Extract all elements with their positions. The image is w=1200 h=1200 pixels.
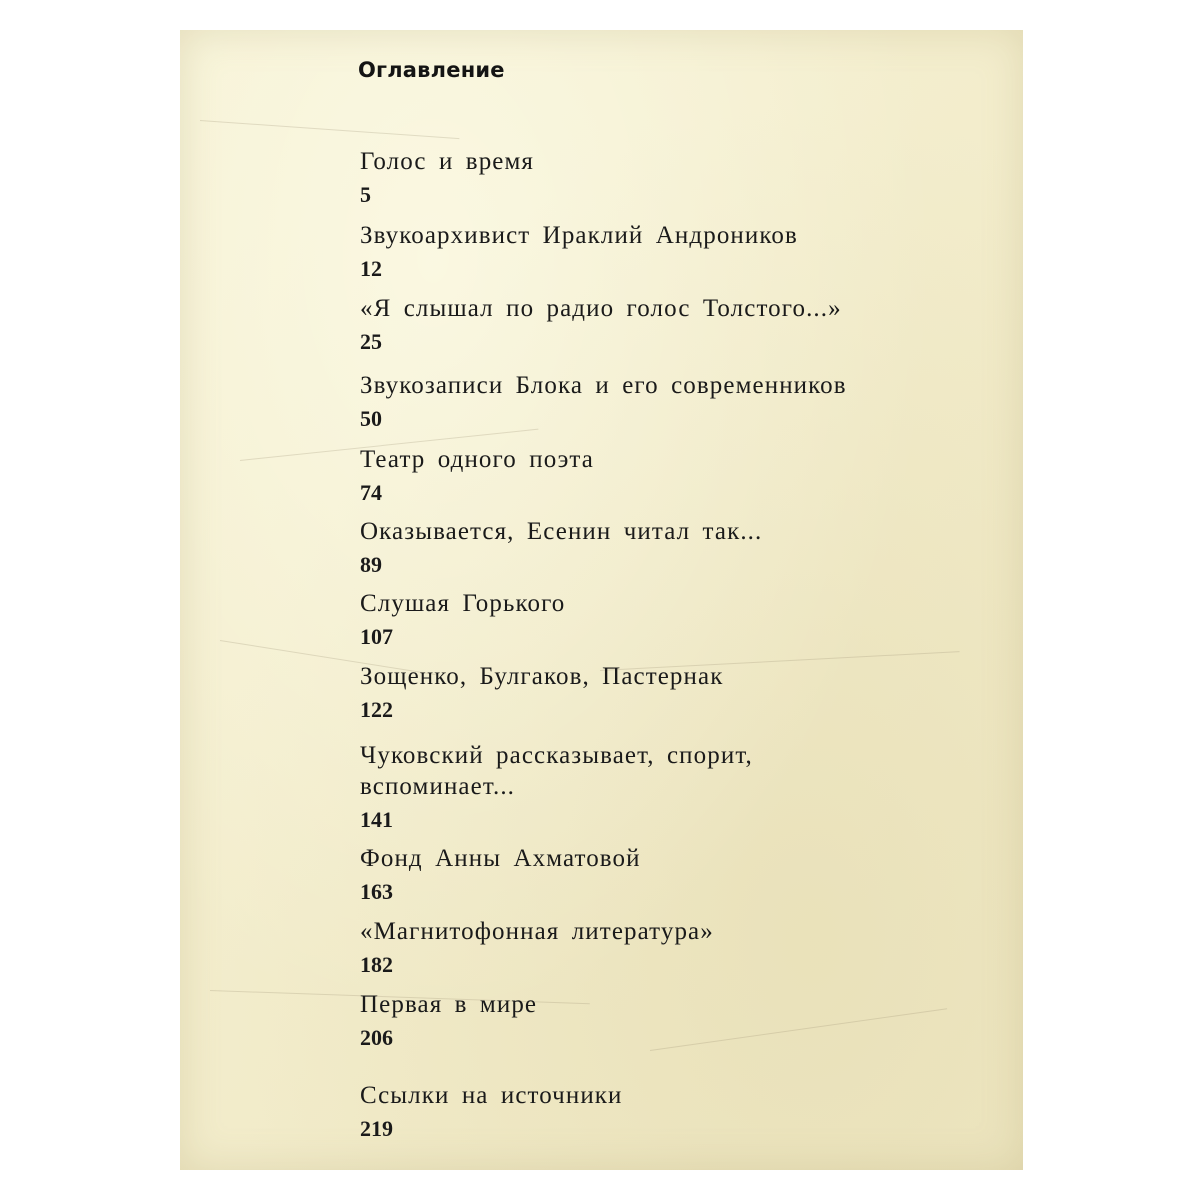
toc-entry-title: «Я слышал по радио голос Толстого...» xyxy=(360,295,842,322)
toc-entry xyxy=(360,444,1000,506)
toc-entry-page: 25 xyxy=(360,329,382,354)
toc-entry xyxy=(360,989,1000,1051)
toc-entry-page: 122 xyxy=(360,697,393,722)
toc-entry-title: Слушая Горького xyxy=(360,590,566,617)
toc-entry-page: 206 xyxy=(360,1025,393,1050)
toc-entry-page: 12 xyxy=(360,256,382,281)
toc-entry xyxy=(360,588,1000,650)
toc-entry-page: 141 xyxy=(360,807,393,832)
toc-entry xyxy=(360,1080,1000,1142)
toc-entry xyxy=(360,516,1000,578)
toc-entry-title: Голос и время xyxy=(360,148,535,175)
paper-scratch xyxy=(200,120,459,139)
toc-entry-title: Театр одного поэта xyxy=(360,446,594,473)
toc-entry-title-continued: вспоминает... xyxy=(360,773,516,800)
toc-entry-title: «Магнитофонная литература» xyxy=(360,918,714,945)
toc-entry xyxy=(360,146,1000,208)
toc-entry-title: Чуковский рассказывает, спорит, xyxy=(360,742,753,769)
toc-entry-page: 219 xyxy=(360,1116,393,1141)
toc-entry-page: 89 xyxy=(360,552,382,577)
toc-entry-page: 107 xyxy=(360,624,393,649)
toc-entry-title: Зощенко, Булгаков, Пастернак xyxy=(360,663,724,690)
toc-entry-page: 5 xyxy=(360,182,371,207)
toc-entry-page: 50 xyxy=(360,406,382,431)
toc-entry-page: 182 xyxy=(360,952,393,977)
toc-entry-title: Первая в мире xyxy=(360,991,538,1018)
toc-entry-title: Оказывается, Есенин читал так... xyxy=(360,518,763,545)
toc-entry xyxy=(360,843,1000,905)
toc-entry-page: 163 xyxy=(360,879,393,904)
toc-entry xyxy=(360,661,1000,723)
page-title: Оглавление xyxy=(358,58,505,82)
toc-entry xyxy=(360,740,1000,833)
toc-entry-title: Ссылки на источники xyxy=(360,1082,623,1109)
toc-entry-page: 74 xyxy=(360,480,382,505)
toc-entry xyxy=(360,293,1000,355)
book-page xyxy=(180,30,1023,1170)
toc-entry-title: Фонд Анны Ахматовой xyxy=(360,845,641,872)
toc-entry-title: Звукозаписи Блока и его современников xyxy=(360,372,847,399)
toc-entry xyxy=(360,220,1000,282)
toc-entry-title: Звукоархивист Ираклий Андроников xyxy=(360,222,798,249)
toc-entry xyxy=(360,916,1000,978)
toc-entry xyxy=(360,370,1000,432)
